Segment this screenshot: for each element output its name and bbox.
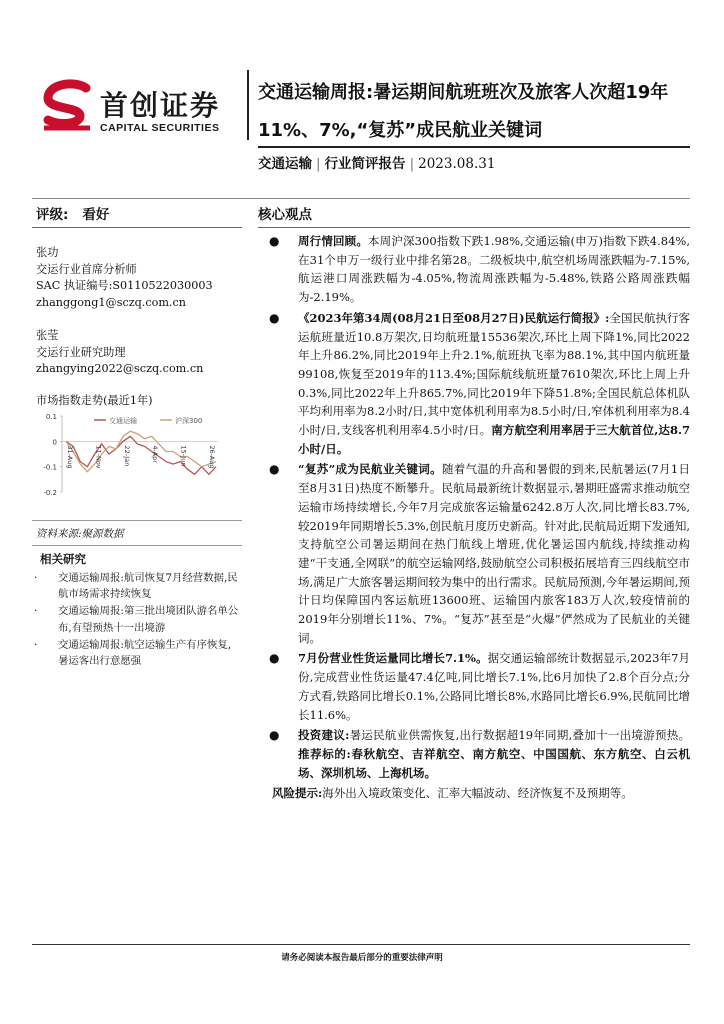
chart-title: 市场指数走势(最近1年)	[36, 394, 153, 407]
paragraph-freight	[258, 649, 690, 724]
related-research-list	[34, 570, 240, 670]
industry-label: 交通运输	[258, 156, 312, 172]
paragraph-text: 全国民航执行客运航班量近10.8万架次,日均航班量15536架次,环比上周下降1%,同比2022年上升86.2%,同比2019年上升2.1%,航班执飞率为88.1%,其中国内航班量99108,恢复至2019年的113.4%;国际航线航班量7610架次,环比上周上升0.3%,同比2022年上升865.7%,同比2019年下降51.8%;全国民航总体机队平均利用率为8.2小时/日,其中宽体机利用率为8.5小时/日,窄体机利用率为8.4小时/日,支线客机利用率4.5小时/日。	[298, 310, 691, 438]
paragraph-text: 随着气温的升高和暑假的到来,民航暑运(7月1日至8月31日)热度不断攀升。民航局最新统计数据显示,暑期旺盛需求推动航空运输市场持续增长,今年7月完成旅客运输量6242.8万人次,同比增长83.7%,较2019年同期增长5.3%,创民航月度历史新高。针对此,民航局近期下发通知,支持航空公司暑运期间在热门航线上增班,优化暑运国内航线,持续推动构建“干支通,全网联”的航空运输网络,鼓励航空公司积极拓展培育三四线航空市场,满足广大旅客暑运期间较为集中的出行需求。民航局预测,今年暑运期间,预计日均保障国内客运航班13600班、运输国内旅客183万人次,较疫情前的2019年分别增长11%、7%。“复苏”甚至是“火爆”俨然成为了民航业的关键词。	[298, 462, 690, 645]
legend-label: 沪深300	[175, 417, 203, 425]
chart-svg	[34, 408, 224, 518]
core-views	[258, 232, 690, 803]
chart-source: 资料来源:聚源数据	[36, 528, 124, 540]
x-tick-label: 4-Apr	[151, 445, 160, 463]
related-item[interactable]: · 交通运输周报:航司恢复7月经营数据,民航市场需求持续恢复	[34, 572, 238, 601]
analyst-title: 交运行业研究助理	[36, 345, 126, 359]
paragraph-lead: 《2023年第34周(08月21日至08月27日)民航运行简报》:	[298, 310, 610, 325]
left-rule	[32, 227, 242, 228]
bullet-icon: ●	[269, 310, 280, 325]
paragraph-tail: 南方航空利用率居于三大航首位,达8.7小时/日。	[298, 423, 690, 456]
risk-lead: 风险提示:	[272, 786, 323, 801]
report-title-line-1: 交通运输周报:暑运期间航班班次及旅客人次超19年	[258, 82, 669, 103]
x-tick-label: 15-Jun	[179, 445, 188, 467]
bullet-icon: ●	[269, 234, 280, 248]
report-type: 行业简评报告	[324, 156, 406, 172]
rating-label: 评级:	[36, 207, 69, 223]
series-line-交通运输	[66, 436, 216, 474]
market-index-chart	[34, 408, 224, 518]
paragraph-lead: 投资建议:	[298, 728, 350, 743]
bullet-icon: ·	[34, 572, 38, 584]
risk-text: 海外出入境政策变化、汇率大幅波动、经济恢复不及预期等。	[322, 786, 633, 801]
bullet-icon: ●	[269, 728, 280, 743]
y-tick-label: 0.1	[45, 413, 57, 421]
y-tick-label: -0.1	[43, 463, 57, 472]
legal-footer: 请务必阅读本报告最后部分的重要法律声明	[281, 953, 443, 963]
logo-chinese-name: 首创证券	[100, 89, 221, 122]
bullet-icon: ●	[269, 651, 280, 666]
report-title-line-2: 11%、7%,“复苏”成民航业关键词	[258, 120, 543, 141]
rating	[36, 203, 109, 223]
x-tick-label: 22-Jan	[122, 445, 131, 467]
header-divider	[247, 70, 249, 140]
analyst-email: zhanggong1@sczq.com.cn	[36, 295, 186, 309]
chart-rule	[32, 520, 242, 521]
paragraph-lead: 周行情回顾。	[298, 234, 369, 248]
rating-value: 看好	[82, 207, 110, 223]
analyst-card	[36, 328, 203, 378]
paragraph-recovery	[258, 460, 690, 647]
bullet-icon: ●	[269, 462, 280, 477]
x-tick-label: 11-Nov	[94, 445, 103, 469]
analyst-email: zhangying2022@sczq.com.cn	[36, 362, 204, 375]
legend-label: 交通运输	[109, 417, 137, 425]
y-tick-label: 0	[52, 438, 57, 447]
paragraph-caac-brief	[258, 309, 690, 459]
report-meta: 交通运输 | 行业简评报告 | 2023.08.31	[258, 156, 496, 172]
analyst-card	[36, 245, 213, 311]
paragraph-text: 据交通运输部统计数据显示,2023年7月份,完成营业性货运量47.4亿吨,同比增长7.1%,比6月加快了2.8个百分点;分方式看,铁路同比增长0.1%,公路同比增长8%,水路同比增长6.9%,民航同比增长11.6%。	[298, 651, 690, 722]
logo-mark-icon	[40, 78, 96, 138]
analyst-title: 交运行业首席分析师	[36, 262, 137, 276]
x-tick-label: 26-Aug	[208, 445, 216, 469]
paragraph-investment	[258, 726, 690, 782]
core-views-heading: 核心观点	[258, 207, 312, 223]
report-title	[258, 74, 688, 150]
related-research-title: 相关研究	[40, 552, 86, 566]
analyst-name: 张莹	[36, 329, 59, 342]
bullet-icon: ·	[34, 605, 38, 618]
report-date: 2023.08.31	[418, 156, 496, 172]
related-item[interactable]: · 交通运输周报:第三批出境团队游名单公布,有望预热十一出境游	[34, 605, 239, 634]
company-logo	[40, 78, 250, 138]
analyst-name: 张功	[36, 246, 59, 259]
paragraph-text: 本周沪深300指数下跌1.98%,交通运输(申万)指数下跌4.84%,在31个申万一级行业中排名第28。二级板块中,航空机场周涨跌幅为-7.15%,航运港口周涨跌幅为-4.05%,物流周涨跌幅为-5.48%,铁路公路周涨跌幅为-2.19%。	[298, 234, 690, 305]
y-tick-label: -0.2	[43, 489, 57, 497]
risk-warning	[258, 784, 690, 803]
title-rule	[258, 146, 690, 148]
bullet-icon: ·	[34, 638, 38, 651]
paragraph-weekly-review	[258, 232, 690, 307]
analyst-sac: SAC 执证编号:S0110522030003	[36, 279, 213, 292]
paragraph-lead: “复苏”成为民航业关键词。	[298, 462, 442, 477]
paragraph-text: 暑运民航业供需恢复,出行数据超19年同期,叠加十一出境游预热。	[349, 728, 690, 743]
footer-rule	[32, 944, 690, 945]
related-rule	[32, 545, 242, 546]
related-item[interactable]: · 交通运输周报:航空运输生产有序恢复,暑运客出行意愿强	[34, 638, 232, 668]
logo-english-name: CAPITAL SECURITIES	[100, 122, 220, 134]
section-rule	[32, 198, 690, 199]
right-rule	[258, 227, 690, 228]
paragraph-lead: 7月份营业性货运量同比增长7.1%。	[298, 651, 488, 666]
paragraph-tail: 推荐标的:春秋航空、吉祥航空、南方航空、中国国航、东方航空、白云机场、深圳机场、上海机场。	[298, 746, 690, 780]
x-tick-label: 31-Aug	[66, 445, 74, 469]
